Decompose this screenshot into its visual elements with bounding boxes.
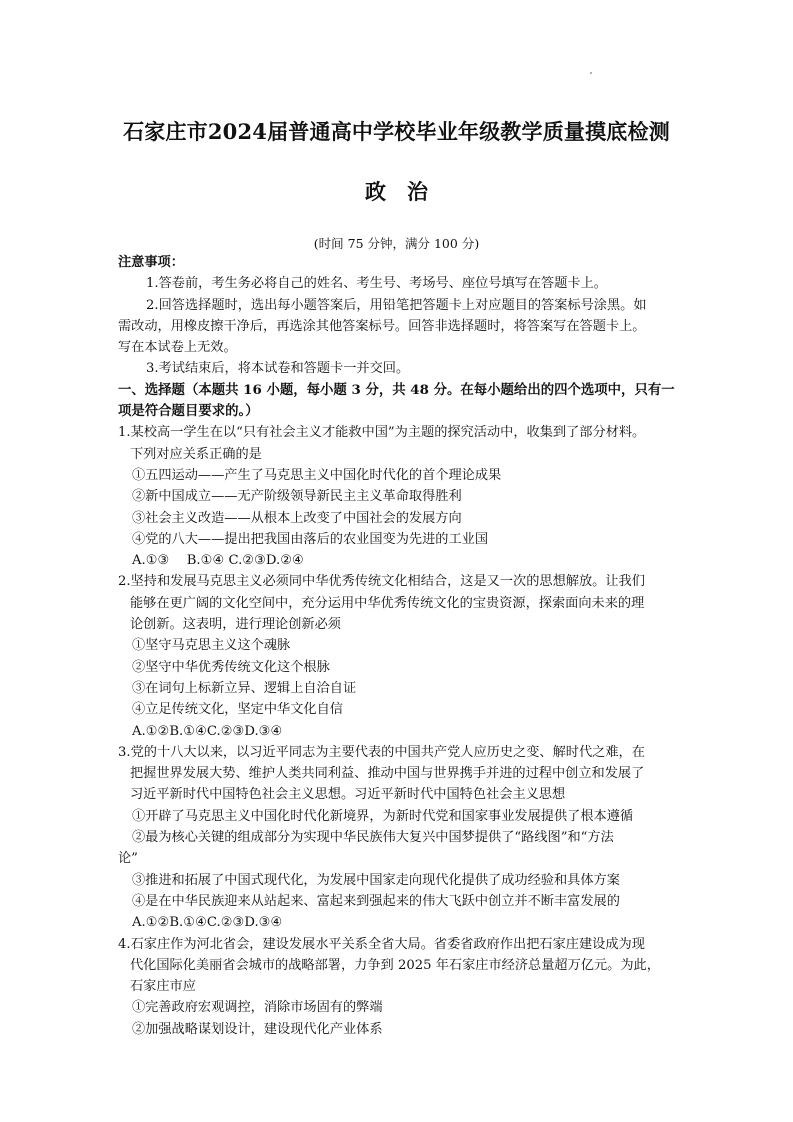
question-item: ②最为核心关键的组成部分为实现中华民族伟大复兴中国梦提供了“路线图”和“方法: [132, 830, 614, 846]
section-heading-line1: 一、选择题（本题共 16 小题，每小题 3 分，共 48 分。在每小题给出的四个选项中，只有一: [118, 381, 675, 398]
question-stem: 4.石家庄作为河北省会，建设发展水平关系全省大局。省委省政府作出把石家庄建设成为现: [118, 936, 645, 952]
question-2: [118, 571, 688, 741]
note-2-end: 写在本试卷上无效。: [118, 340, 237, 356]
section-heading-line2: 项是符合题目要求的。）: [118, 403, 259, 420]
exam-title: 石家庄市2024届普通高中学校毕业年级教学质量摸底检测: [123, 119, 670, 144]
note-2-cont: 需改动，用橡皮擦干净后，再选涂其他答案标号。回答非选择题时，将答案写在答题卡上。: [118, 318, 646, 334]
question-item: ③在词句上标新立异、逻辑上自洽自证: [132, 680, 357, 696]
question-item: ③社会主义改造——从根本上改变了中国社会的发展方向: [132, 510, 462, 526]
question-stem: 把握世界发展大势、维护人类共同利益、推动中国与世界携手并进的过程中创立和发展了: [130, 766, 645, 782]
exam-body: [118, 252, 688, 1040]
question-item: ②新中国成立——无产阶级领导新民主主义革命取得胜利: [132, 489, 462, 505]
question-options: A.①②B.①④C.②③D.③④: [132, 915, 283, 931]
scan-dot: [590, 72, 592, 74]
question-item: ④立足传统文化，坚定中华文化自信: [132, 702, 343, 718]
question-stem: 2.坚持和发展马克思主义必须同中华优秀传统文化相结合，这是又一次的思想解放。让我们: [118, 574, 645, 590]
question-stem: 1.某校高一学生在以“只有社会主义才能救中国”为主题的探究活动中，收集到了部分材料。: [118, 425, 646, 441]
question-stem: 3.党的十八大以来，以习近平同志为主要代表的中国共产党人应历史之变、解时代之难，在: [118, 744, 645, 760]
question-stem: 下列对应关系正确的是: [130, 446, 262, 462]
question-item: ④是在中华民族迎来从站起来、富起来到强起来的伟大飞跃中创立并不断丰富发展的: [132, 893, 620, 909]
question-item: ②坚守中华优秀传统文化这个根脉: [132, 659, 330, 675]
question-item: ③推进和拓展了中国式现代化，为发展中国家走向现代化提供了成功经验和具体方案: [132, 872, 620, 888]
question-stem: 论创新。这表明，进行理论创新必须: [130, 617, 341, 633]
notes-heading: 注意事项：: [118, 255, 184, 270]
question-item: ①开辟了马克思主义中国化时代化新境界，为新时代党和国家事业发展提供了根本遵循: [132, 808, 634, 824]
question-item: ④党的八大——提出把我国由落后的农业国变为先进的工业国: [132, 531, 489, 547]
question-1: [118, 422, 688, 571]
question-item-cont: 论”: [118, 851, 138, 867]
question-item: ①坚守马克思主义这个魂脉: [132, 638, 291, 654]
question-item: ①五四运动——产生了马克思主义中国化时代化的首个理论成果: [132, 467, 502, 483]
question-stem: 石家庄市应: [130, 979, 196, 995]
exam-subject: 政 治: [365, 179, 428, 204]
question-stem: 代化国际化美丽省会城市的战略部署，力争到 2025 年石家庄市经济总量超万亿元。为此，: [130, 957, 660, 973]
note-3: 3.考试结束后，将本试卷和答题卡一并交回。: [146, 361, 410, 377]
time-info: (时间 75 分钟，满分 100 分): [313, 236, 480, 251]
note-1: 1.答卷前，考生务必将自己的姓名、考生号、考场号、座位号填写在答题卡上。: [146, 276, 607, 292]
question-stem: 能够在更广阔的文化空间中，充分运用中华优秀传统文化的宝贵资源，探索面向未来的理: [130, 595, 645, 611]
note-2: 2.回答选择题时，选出每小题答案后，用铅笔把答题卡上对应题目的答案标号涂黑。如: [146, 297, 647, 313]
question-3: [118, 742, 688, 934]
question-4: [118, 934, 688, 1040]
question-item: ①完善政府宏观调控，消除市场固有的弊端: [132, 1000, 383, 1016]
question-item: ②加强战略谋划设计，建设现代化产业体系: [132, 1021, 383, 1037]
question-options: A.①②B.①④C.②③D.③④: [132, 723, 283, 739]
question-stem: 习近平新时代中国特色社会主义思想。习近平新时代中国特色社会主义思想: [130, 787, 566, 803]
question-options: A.①③ B.①④ C.②③D.②④: [132, 553, 304, 569]
